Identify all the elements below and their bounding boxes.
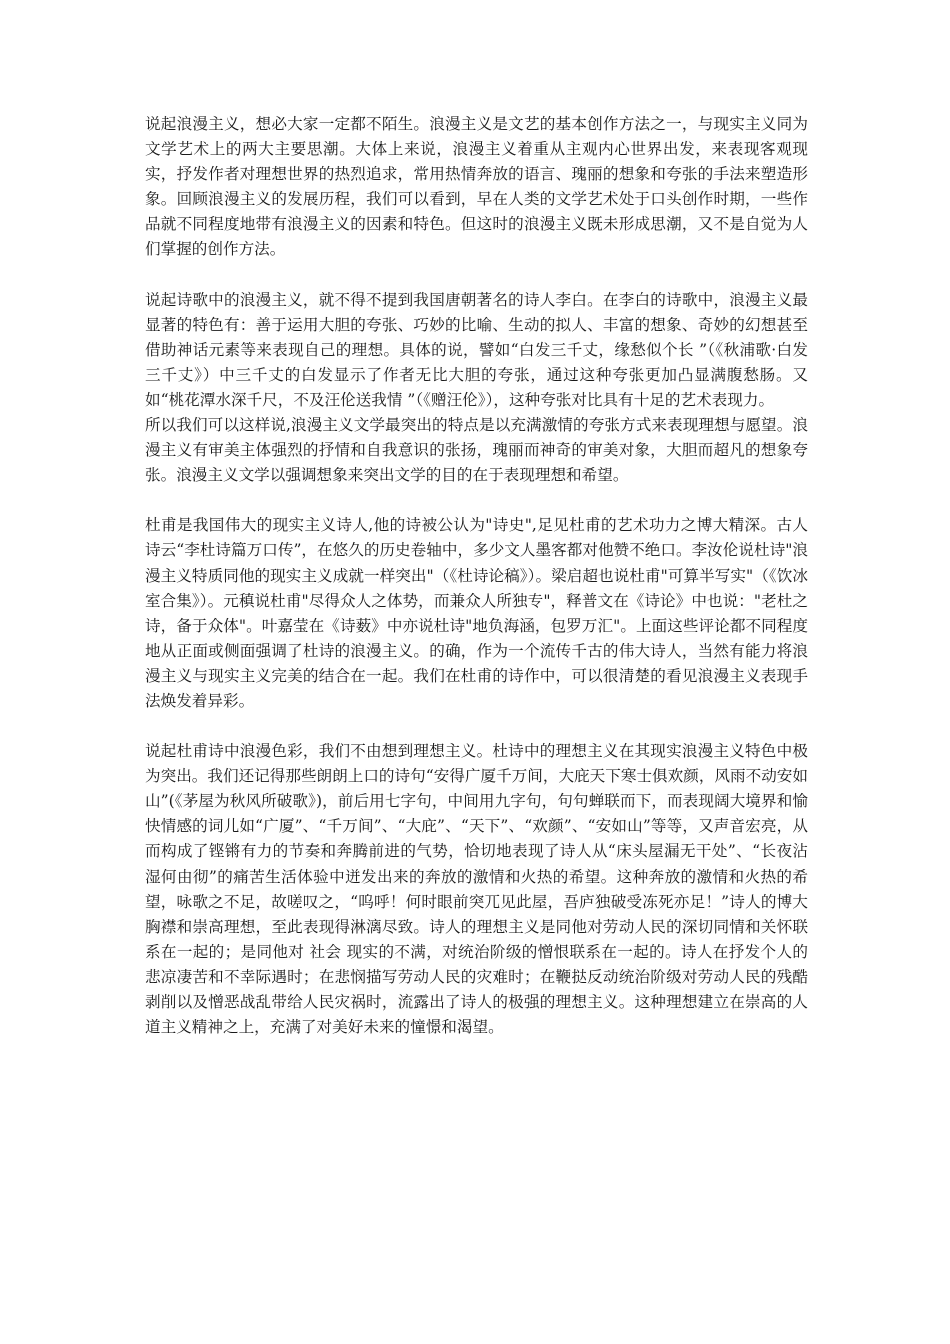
paragraph-romanticism-intro: 说起浪漫主义，想必大家一定都不陌生。浪漫主义是文艺的基本创作方法之一，与现实主义同为文学艺术上的两大主要思潮。大体上来说，浪漫主义着重从主观内心世界出发，来表现客观现实，抒发作者对理想世界的热烈追求，常用热情奔放的语言、瑰丽的想象和夸张的手法来塑造形象。回顾浪漫主义的发展历程，我们可以看到，早在人类的文学艺术处于口头创作时期，一些作品就不同程度地带有浪漫主义的因素和特色。但这时的浪漫主义既未形成思潮，又不是自觉为人们掌握的创作方法。 — [145, 115, 808, 259]
paragraph-li-bai: 说起诗歌中的浪漫主义，就不得不提到我国唐朝著名的诗人李白。在李白的诗歌中，浪漫主义最显著的特色有：善于运用大胆的夸张、巧妙的比喻、生动的拟人、丰富的想象、奇妙的幻想甚至借助神话元素等来表现自己的理想。具体的说，譬如“白发三千丈，缘愁似个长 ”（《秋浦歌·白发三千丈》）中三千丈的白发显示了作者无比大胆的夸张，通过这种夸张更加凸显满腹愁肠。又如“桃花潭水深千尺，不及汪伦送我情 ”（《赠汪伦》），这种夸张对比具有十足的艺术表现力。 — [145, 290, 808, 409]
paragraph-spacer — [145, 263, 808, 288]
paragraph-du-fu: 杜甫是我国伟大的现实主义诗人,他的诗被公认为"诗史",足见杜甫的艺术功力之博大精深。古人诗云“李杜诗篇万口传”，在悠久的历史卷轴中，多少文人墨客都对他赞不绝口。李汝伦说杜诗"浪漫主义特质同他的现实主义成就一样突出"（《杜诗论稿》）。梁启超也说杜甫"可算半写实"（《饮冰室合集》）。元稹说杜甫"尽得众人之体势，而兼众人所独专"，释普文在《诗论》中也说："老杜之诗，备于众体"。叶嘉莹在《诗薮》中亦说杜诗"地负海涵，包罗万汇"。上面这些评论都不同程度地从正面或侧面强调了杜诗的浪漫主义。的确，作为一个流传千古的伟大诗人，当然有能力将浪漫主义与现实主义完美的结合在一起。我们在杜甫的诗作中，可以很清楚的看见浪漫主义表现手法焕发着异彩。 — [145, 516, 808, 710]
paragraph-spacer — [145, 488, 808, 513]
document-body — [145, 112, 808, 1040]
paragraph-spacer — [145, 714, 808, 739]
paragraph-romantic-features: 所以我们可以这样说,浪漫主义文学最突出的特点是以充满激情的夸张方式来表现理想与愿望。浪漫主义有审美主体强烈的抒情和自我意识的张扬，瑰丽而神奇的审美对象，大胆而超凡的想象夸张。浪漫主义文学以强调想象来突出文学的目的在于表现理想和希望。 — [145, 416, 808, 485]
paragraph-du-fu-idealism: 说起杜甫诗中浪漫色彩，我们不由想到理想主义。杜诗中的理想主义在其现实浪漫主义特色中极为突出。我们还记得那些朗朗上口的诗句“安得广厦千万间，大庇天下寒士俱欢颜，风雨不动安如山”(《茅屋为秋风所破歌》)，前后用七字句，中间用九字句，句句蝉联而下，而表现阔大境界和愉快情感的词儿如“广厦”、“千万间”、“大庇”、“天下”、“欢颜”、“安如山”等等，又声音宏亮，从而构成了铿锵有力的节奏和奔腾前进的气势，恰切地表现了诗人从“床头屋漏无干处”、“长夜沾湿何由彻”的痛苦生活体验中迸发出来的奔放的激情和火热的希望。这种奔放的激情和火热的希望，咏歌之不足，故嗟叹之，“呜呼！何时眼前突兀见此屋，吾庐独破受冻死亦足！”诗人的博大胸襟和崇高理想，至此表现得淋漓尽致。诗人的理想主义是同他对劳动人民的深切同情和关怀联系在一起的；是同他对 社会 现实的不满，对统治阶级的憎恨联系在一起的。诗人在抒发个人的悲凉凄苦和不幸际遇时；在悲悯描写劳动人民的灾难时；在鞭挞反动统治阶级对劳动人民的残酷剥削以及憎恶战乱带给人民灾祸时，流露出了诗人的极强的理想主义。这种理想建立在崇高的人道主义精神之上，充满了对美好未来的憧憬和渴望。 — [145, 742, 808, 1037]
